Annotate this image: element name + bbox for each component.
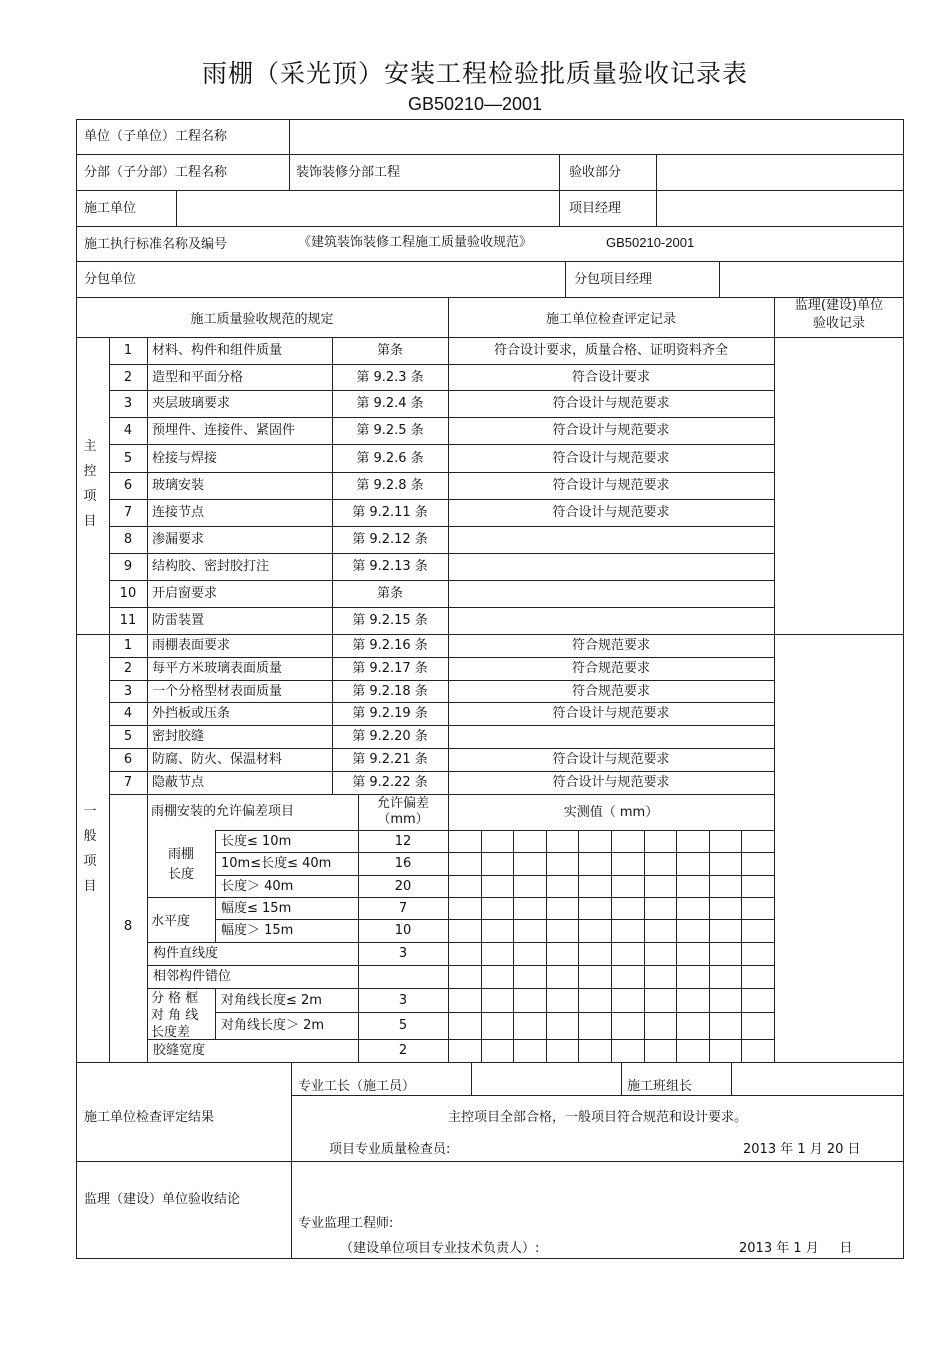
main-item-name: 栓接与焊接: [152, 451, 218, 466]
measured-value-cell[interactable]: [448, 1039, 481, 1062]
main-item-result: 符合设计要求，质量合格、证明资料齐全: [493, 343, 728, 358]
measured-value-cell[interactable]: [578, 897, 611, 919]
measured-value-cell[interactable]: [644, 1039, 676, 1062]
main-item-clause: 第 9.2.6 条: [356, 451, 424, 466]
standard-code: GB50210—2001: [407, 94, 543, 114]
tolerance-subitem: 对角线长度＞ 2m: [221, 1018, 325, 1033]
acceptance-record-table: [76, 119, 904, 1259]
measured-value-cell[interactable]: [741, 897, 774, 919]
main-item-result: 符合设计与规范要求: [552, 396, 670, 411]
main-item-result: 符合设计与规范要求: [552, 451, 670, 466]
main-item-name: 连接节点: [152, 505, 205, 520]
measured-value-cell[interactable]: [448, 965, 481, 988]
measured-value-cell[interactable]: [676, 852, 709, 875]
acceptance-part-label: 验收部分: [569, 165, 622, 180]
check-column-header: 施工单位检查评定记录: [545, 312, 676, 327]
tolerance-subitem: 对角线长度≤ 2m: [221, 993, 322, 1008]
canopy-length-group-line1: 雨棚: [167, 847, 194, 862]
measured-value-cell[interactable]: [513, 1012, 546, 1039]
measured-value-cell[interactable]: [741, 875, 774, 897]
measured-value-cell[interactable]: [578, 942, 611, 965]
main-items-label: 主控项目: [83, 439, 97, 529]
measured-value-cell[interactable]: [448, 919, 481, 942]
main-item-number: 6: [123, 478, 133, 493]
measured-value-cell[interactable]: [513, 875, 546, 897]
measured-value-cell[interactable]: [448, 942, 481, 965]
grid-diagonal-group-line1: 分 格 框: [151, 991, 199, 1006]
engineer-label: 专业监理工程师:: [298, 1216, 394, 1231]
measured-value-cell[interactable]: [546, 919, 578, 942]
row-divider: [109, 553, 774, 554]
page-title: 雨棚（采光顶）安装工程检验批质量验收记录表: [201, 59, 748, 88]
main-item-result: 符合设计与规范要求: [552, 505, 670, 520]
measured-value-cell[interactable]: [546, 965, 578, 988]
measured-value-cell[interactable]: [611, 942, 644, 965]
general-item-name: 隐蔽节点: [152, 775, 205, 790]
main-item-clause: 第 9.2.8 条: [356, 478, 424, 493]
measured-value-cell[interactable]: [578, 875, 611, 897]
tolerance-value: 3: [398, 946, 408, 961]
main-item-result: 符合设计与规范要求: [552, 423, 670, 438]
row-divider: [109, 499, 774, 500]
main-item-clause: 第 9.2.11 条: [352, 505, 428, 520]
main-item-name: 结构胶、密封胶打注: [152, 559, 270, 574]
general-item-name: 雨棚表面要求: [152, 638, 231, 653]
main-item-number: 5: [123, 451, 133, 466]
measured-value-cell[interactable]: [448, 852, 481, 875]
unit-project-label: 单位（子单位）工程名称: [84, 129, 228, 144]
general-item-result: 符合规范要求: [571, 661, 650, 676]
standard-number: GB50210-2001: [606, 235, 695, 250]
main-item-name: 材料、构件和组件质量: [152, 343, 283, 358]
measured-value-cell[interactable]: [578, 919, 611, 942]
tolerance-header-line2: （mm）: [377, 812, 429, 827]
division-value: 装饰装修分部工程: [296, 165, 401, 180]
tolerance-header-line1: 允许偏差: [376, 796, 429, 811]
owner-label: （建设单位项目专业技术负责人）:: [340, 1241, 540, 1256]
main-item-name: 预埋件、连接件、紧固件: [152, 423, 296, 438]
tolerance-value: 12: [394, 834, 412, 849]
measured-value-cell[interactable]: [481, 965, 513, 988]
sub-manager-label: 分包项目经理: [574, 272, 653, 287]
foreman-label: 专业工长（施工员）: [298, 1079, 416, 1094]
general-item-name: 防腐、防火、保温材料: [152, 752, 283, 767]
row-divider: [109, 748, 774, 749]
row-divider: [109, 444, 774, 445]
measured-value-cell[interactable]: [481, 919, 513, 942]
measured-value-cell[interactable]: [578, 852, 611, 875]
tolerance-value: 10: [394, 923, 412, 938]
main-item-result: 符合设计与规范要求: [552, 478, 670, 493]
general-item-clause: 第 9.2.22 条: [352, 775, 428, 790]
main-item-clause: 第 9.2.5 条: [356, 423, 424, 438]
main-item-clause: 第 9.2.12 条: [352, 532, 428, 547]
measured-value-cell[interactable]: [481, 897, 513, 919]
measured-value-cell[interactable]: [481, 1039, 513, 1062]
measured-value-cell[interactable]: [676, 942, 709, 965]
main-item-name: 防雷装置: [152, 613, 205, 628]
measured-value-cell[interactable]: [644, 1012, 676, 1039]
tolerance-value: 5: [398, 1018, 408, 1033]
measured-value-cell[interactable]: [741, 1039, 774, 1062]
standard-label: 施工执行标准名称及编号: [84, 237, 228, 252]
measured-value-cell[interactable]: [546, 897, 578, 919]
canopy-length-group-line2: 长度: [167, 867, 194, 882]
general-item-number: 1: [123, 638, 133, 653]
row-divider: [109, 657, 774, 658]
measured-value-cell[interactable]: [709, 988, 741, 1012]
main-item-clause: 第 9.2.4 条: [356, 396, 424, 411]
measured-value-cell[interactable]: [741, 919, 774, 942]
measured-value-cell[interactable]: [644, 830, 676, 852]
measured-value-cell[interactable]: [546, 852, 578, 875]
measured-value-cell[interactable]: [481, 852, 513, 875]
main-item-result: 符合设计要求: [571, 370, 650, 385]
measured-value-cell[interactable]: [513, 1039, 546, 1062]
main-item-clause: 第 9.2.15 条: [352, 613, 428, 628]
measured-values-header: 实测值（ mm）: [563, 805, 659, 820]
measured-value-cell[interactable]: [644, 919, 676, 942]
tolerance-subitem: 幅度＞ 15m: [221, 923, 294, 938]
row-divider: [109, 771, 774, 772]
tolerance-item-number: 8: [123, 919, 133, 934]
measured-value-cell[interactable]: [644, 875, 676, 897]
measured-value-cell[interactable]: [741, 1012, 774, 1039]
tolerance-subitem: 长度＞ 40m: [221, 879, 294, 894]
supervision-conclusion-label: 监理（建设）单位验收结论: [84, 1192, 241, 1207]
measured-value-cell[interactable]: [676, 1039, 709, 1062]
spec-column-header: 施工质量验收规范的规定: [190, 312, 334, 327]
measured-value-cell[interactable]: [546, 1039, 578, 1062]
measured-value-cell[interactable]: [741, 852, 774, 875]
supervision-column-header-line1: 监理(建设)单位: [794, 298, 884, 313]
subcontractor-label: 分包单位: [84, 272, 137, 287]
measured-value-cell[interactable]: [513, 852, 546, 875]
measured-value-cell[interactable]: [611, 852, 644, 875]
row-divider: [109, 580, 774, 581]
tolerance-value: 16: [394, 856, 412, 871]
measured-value-cell[interactable]: [644, 897, 676, 919]
measured-value-cell[interactable]: [513, 830, 546, 852]
main-item-number: 3: [123, 396, 133, 411]
measured-value-cell[interactable]: [546, 942, 578, 965]
measured-value-cell[interactable]: [611, 830, 644, 852]
general-item-result: 符合设计与规范要求: [552, 775, 670, 790]
inspector-label: 项目专业质量检查员:: [329, 1142, 451, 1157]
grid-diagonal-group-line3: 长度差: [151, 1025, 191, 1040]
general-item-name: 外挡板或压条: [152, 706, 231, 721]
tolerance-item-header: 雨棚安装的允许偏差项目: [151, 804, 295, 819]
measured-value-cell[interactable]: [611, 988, 644, 1012]
tolerance-value: 3: [398, 993, 408, 1008]
main-item-number: 11: [119, 613, 137, 628]
general-item-result: 符合设计与规范要求: [552, 752, 670, 767]
tolerance-subitem: 10m≤长度≤ 40m: [221, 856, 332, 871]
tolerance-subitem: 胶缝宽度: [153, 1043, 206, 1058]
tolerance-subitem: 长度≤ 10m: [221, 834, 292, 849]
main-item-number: 1: [123, 343, 133, 358]
general-item-clause: 第 9.2.16 条: [352, 638, 428, 653]
measured-value-cell[interactable]: [481, 988, 513, 1012]
row-divider: [109, 607, 774, 608]
main-item-clause: 第条: [376, 343, 403, 358]
row-divider: [109, 725, 774, 726]
general-item-clause: 第 9.2.21 条: [352, 752, 428, 767]
supervision-column-header-line2: 验收记录: [812, 316, 865, 331]
general-item-clause: 第 9.2.18 条: [352, 684, 428, 699]
measured-value-cell[interactable]: [709, 1039, 741, 1062]
measured-value-cell[interactable]: [448, 875, 481, 897]
measured-value-cell[interactable]: [644, 988, 676, 1012]
general-item-name: 密封胶缝: [152, 729, 205, 744]
measured-value-cell[interactable]: [709, 830, 741, 852]
measured-value-cell[interactable]: [709, 965, 741, 988]
measured-value-cell[interactable]: [741, 942, 774, 965]
measured-value-cell[interactable]: [578, 1039, 611, 1062]
check-result-label: 施工单位检查评定结果: [84, 1110, 215, 1125]
measured-value-cell[interactable]: [578, 1012, 611, 1039]
general-item-clause: 第 9.2.19 条: [352, 706, 428, 721]
measured-value-cell[interactable]: [546, 1012, 578, 1039]
general-item-number: 4: [123, 706, 133, 721]
measured-value-cell[interactable]: [676, 875, 709, 897]
general-item-result: 符合规范要求: [571, 638, 650, 653]
general-item-clause: 第 9.2.20 条: [352, 729, 428, 744]
measured-value-cell[interactable]: [513, 897, 546, 919]
tolerance-value: 7: [398, 901, 408, 916]
grid-diagonal-group-line2: 对 角 线: [151, 1008, 199, 1023]
row-divider: [109, 390, 774, 391]
levelness-group: 水平度: [151, 914, 191, 929]
measured-value-cell[interactable]: [513, 988, 546, 1012]
general-item-number: 5: [123, 729, 133, 744]
row-divider: [109, 680, 774, 681]
main-item-number: 8: [123, 532, 133, 547]
general-item-name: 每平方米玻璃表面质量: [152, 661, 283, 676]
measured-value-cell[interactable]: [709, 875, 741, 897]
inspector-date: 2013 年 1 月 20 日: [743, 1142, 861, 1157]
main-item-clause: 第 9.2.3 条: [356, 370, 424, 385]
row-divider: [109, 472, 774, 473]
main-item-number: 7: [123, 505, 133, 520]
measured-value-cell[interactable]: [644, 942, 676, 965]
measured-value-cell[interactable]: [546, 988, 578, 1012]
general-item-number: 2: [123, 661, 133, 676]
measured-value-cell[interactable]: [644, 965, 676, 988]
measured-value-cell[interactable]: [611, 1039, 644, 1062]
main-item-name: 开启窗要求: [152, 586, 218, 601]
tolerance-value: 20: [394, 879, 412, 894]
construction-unit-label: 施工单位: [84, 201, 137, 216]
main-item-name: 造型和平面分格: [152, 370, 244, 385]
measured-value-cell[interactable]: [676, 897, 709, 919]
main-item-number: 9: [123, 559, 133, 574]
measured-value-cell[interactable]: [644, 852, 676, 875]
measured-value-cell[interactable]: [448, 897, 481, 919]
general-items-label: 一般项目: [83, 804, 97, 894]
measured-value-cell[interactable]: [676, 965, 709, 988]
standard-name: 《建筑装饰装修工程施工质量验收规范》: [298, 235, 533, 250]
measured-value-cell[interactable]: [513, 965, 546, 988]
general-item-number: 6: [123, 752, 133, 767]
main-item-number: 2: [123, 370, 133, 385]
general-item-clause: 第 9.2.17 条: [352, 661, 428, 676]
measured-value-cell[interactable]: [481, 1012, 513, 1039]
measured-value-cell[interactable]: [481, 942, 513, 965]
measured-value-cell[interactable]: [546, 875, 578, 897]
measured-value-cell[interactable]: [676, 1012, 709, 1039]
measured-value-cell[interactable]: [513, 942, 546, 965]
measured-value-cell[interactable]: [676, 919, 709, 942]
row-divider: [109, 702, 774, 703]
main-item-name: 渗漏要求: [152, 532, 205, 547]
measured-value-cell[interactable]: [481, 875, 513, 897]
measured-value-cell[interactable]: [513, 919, 546, 942]
general-item-number: 3: [123, 684, 133, 699]
measured-value-cell[interactable]: [741, 965, 774, 988]
measured-value-cell[interactable]: [611, 965, 644, 988]
measured-value-cell[interactable]: [676, 988, 709, 1012]
measured-value-cell[interactable]: [676, 830, 709, 852]
main-item-clause: 第条: [376, 586, 403, 601]
project-manager-label: 项目经理: [569, 201, 622, 216]
main-item-name: 玻璃安装: [152, 478, 205, 493]
main-item-name: 夹层玻璃要求: [152, 396, 231, 411]
measured-value-cell[interactable]: [709, 897, 741, 919]
row-divider: [109, 417, 774, 418]
measured-value-cell[interactable]: [448, 1012, 481, 1039]
measured-value-cell[interactable]: [741, 988, 774, 1012]
general-item-result: 符合规范要求: [571, 684, 650, 699]
main-item-number: 4: [123, 423, 133, 438]
tolerance-subitem: 相邻构件错位: [153, 969, 232, 984]
supervision-date: 2013 年 1 月 日: [739, 1241, 853, 1256]
measured-value-cell[interactable]: [611, 1012, 644, 1039]
measured-value-cell[interactable]: [578, 988, 611, 1012]
team-leader-label: 施工班组长: [627, 1079, 693, 1094]
row-divider: [109, 526, 774, 527]
measured-value-cell[interactable]: [546, 830, 578, 852]
check-result-text: 主控项目全部合格，一般项目符合规范和设计要求。: [447, 1110, 747, 1125]
main-item-number: 10: [119, 586, 137, 601]
measured-value-cell[interactable]: [578, 965, 611, 988]
row-divider: [109, 364, 774, 365]
measured-value-cell[interactable]: [741, 830, 774, 852]
general-item-result: 符合设计与规范要求: [552, 706, 670, 721]
measured-value-cell[interactable]: [448, 830, 481, 852]
measured-value-cell[interactable]: [611, 875, 644, 897]
general-item-name: 一个分格型材表面质量: [152, 684, 283, 699]
measured-value-cell[interactable]: [709, 942, 741, 965]
measured-value-cell[interactable]: [448, 988, 481, 1012]
main-item-clause: 第 9.2.13 条: [352, 559, 428, 574]
tolerance-subitem: 幅度≤ 15m: [221, 901, 292, 916]
division-label: 分部（子分部）工程名称: [84, 165, 228, 180]
measured-value-cell[interactable]: [611, 897, 644, 919]
tolerance-value: 2: [398, 1043, 408, 1058]
measured-value-cell[interactable]: [578, 830, 611, 852]
measured-value-cell[interactable]: [709, 1012, 741, 1039]
tolerance-subitem: 构件直线度: [153, 946, 219, 961]
measured-value-cell[interactable]: [709, 919, 741, 942]
general-item-number: 7: [123, 775, 133, 790]
measured-value-cell[interactable]: [709, 852, 741, 875]
measured-value-cell[interactable]: [481, 830, 513, 852]
measured-value-cell[interactable]: [611, 919, 644, 942]
